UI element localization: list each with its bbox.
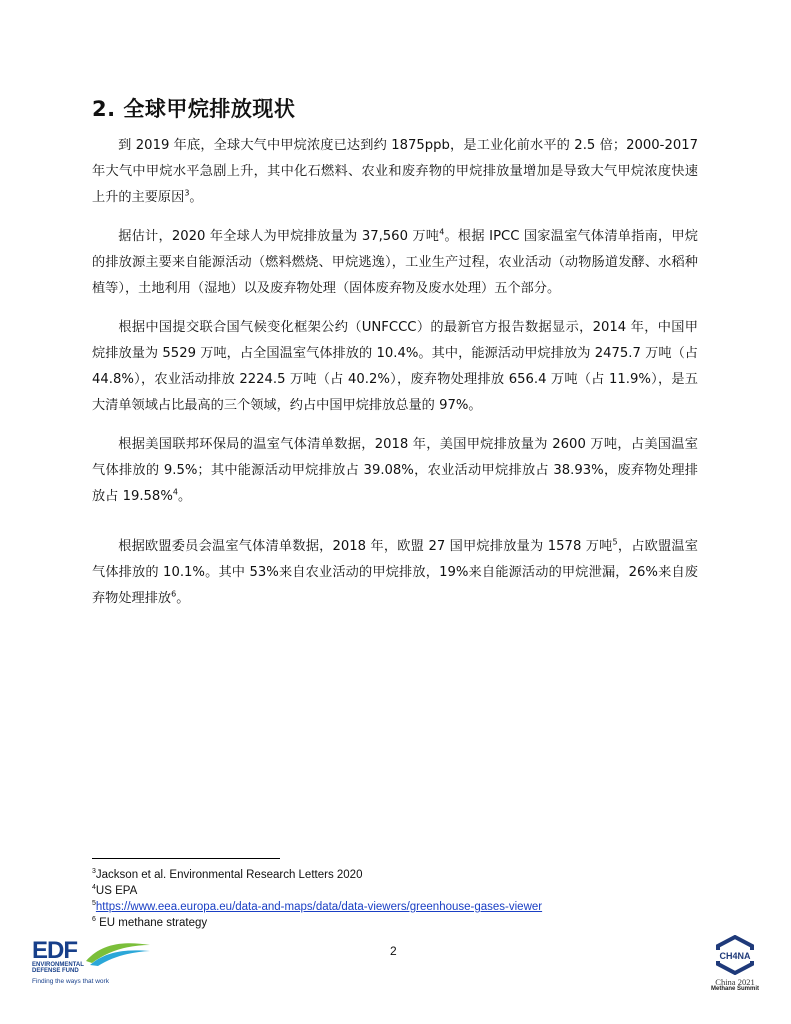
paragraph-3: 根据中国提交联合国气候变化框架公约（UNFCCC）的最新官方报告数据显示，2014 年，中国甲烷排放量为 5529 万吨，占全国温室气体排放的 10.4%。其中，能源活动甲烷排放为 2475.7 万吨（占 44.8%），农业活动排放 2224.5 万吨（占 40.2%），废弃物处理排放 656.4 万吨（占 11.9%），是五大清单领域占比最高的三个领域，约占中国甲烷排放总量的 97%。 xyxy=(92,320,698,413)
methane-summit-logo xyxy=(700,935,770,995)
summit-name: Methane Summit xyxy=(710,986,759,992)
ch4na-logo-icon xyxy=(700,935,770,975)
svg-text:CH4NA: CH4NA xyxy=(719,951,751,961)
footnote-divider xyxy=(92,858,280,859)
footnote-ref[interactable]: 6 xyxy=(171,589,177,599)
summit-year: China 2021 xyxy=(715,977,755,987)
paragraph-1: 到 2019 年底，全球大气中甲烷浓度已达到约 1875ppb，是工业化前水平的 2.5 倍；2000-2017 年大气中甲烷水平急剧上升，其中化石燃料、农业和废弃物的甲烷排放量增加是导致大气甲烷浓度快速上升的主要原因$^3$。 xyxy=(92,138,698,205)
footnotes xyxy=(92,867,542,931)
edf-logo xyxy=(32,937,150,987)
edf-wave-icon xyxy=(84,939,152,967)
paragraph-2: 据估计，2020 年全球人为甲烷排放量为 37,560 万吨$^4$。根据 IPCC 国家温室气体清单指南，甲烷的排放源主要来自能源活动（燃料燃烧、甲烷逃逸），工业生产过程，农业活动（动物肠道发酵、水稻种植等），土地利用（湿地）以及废弃物处理（固体废弃物及废水处理）五个部分。 xyxy=(92,227,698,296)
eea-viewer-link[interactable]: https://www.eea.europa.eu/data-and-maps/data/data-viewers/greenhouse-gases-viewer xyxy=(95,901,543,913)
edf-fullname: ENVIRONMENTAL DEFENSE FUND xyxy=(32,962,84,974)
paragraph-4: 根据美国联邦环保局的温室气体清单数据，2018 年，美国甲烷排放量为 2600 万吨，占美国温室气体排放的 9.5%；其中能源活动甲烷排放占 39.08%，农业活动甲烷排放占 38.93%，废弃物处理排放占 19.58%$^4$。 xyxy=(92,437,698,504)
footnote-4: $^4$US EPA xyxy=(92,884,138,897)
page-number: 2 xyxy=(390,944,397,958)
footnote-5: $^5$https://www.eea.europa.eu/data-and-maps/data/data-viewers/greenhouse-gases-viewer xyxy=(92,900,543,913)
paragraph-5: 根据欧盟委员会温室气体清单数据，2018 年，欧盟 27 国甲烷排放量为 1578 万吨$^5$，占欧盟温室气体排放的 10.1%。其中 53%来自农业活动的甲烷排放，19%来自能源活动的甲烷泄漏，26%来自废弃物处理排放$^6$。 xyxy=(92,537,698,606)
footnote-3: $^3$Jackson et al. Environmental Research Letters 2020 xyxy=(92,868,363,881)
footnote-ref[interactable]: 5 xyxy=(612,537,618,547)
footnote-ref[interactable]: 3 xyxy=(184,188,190,198)
edf-tagline: Finding the ways that work xyxy=(32,978,109,985)
section-heading: 2. 全球甲烷排放现状 xyxy=(92,97,296,121)
footnote-ref[interactable]: 4 xyxy=(439,227,445,237)
footnote-6: $^6$ EU methane strategy xyxy=(92,916,208,929)
footnote-ref[interactable]: 4 xyxy=(172,487,178,497)
edf-wordmark: EDF xyxy=(32,937,77,964)
